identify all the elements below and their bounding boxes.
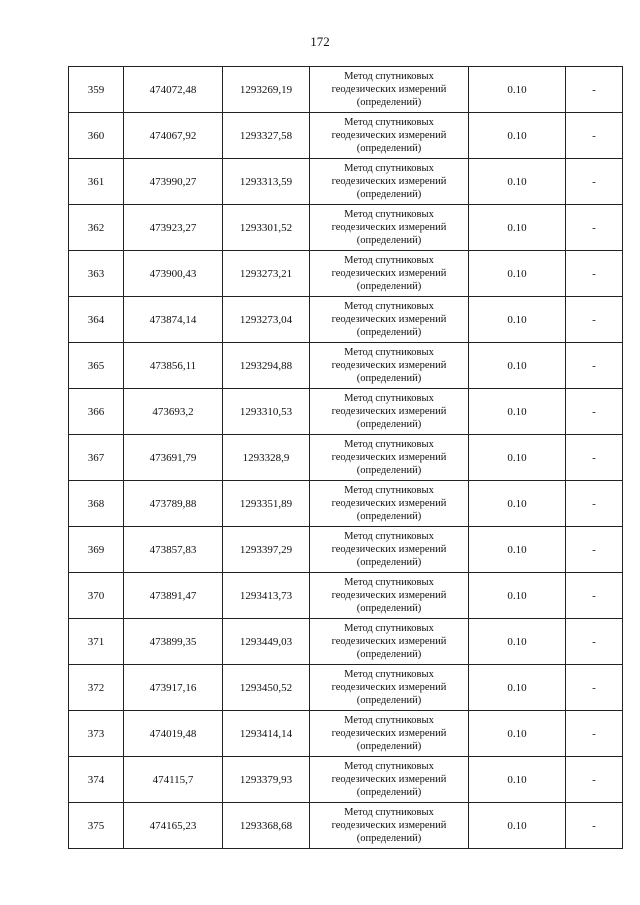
accuracy-cell: 0.10 <box>469 297 566 343</box>
accuracy-cell: 0.10 <box>469 573 566 619</box>
table-row <box>69 343 623 389</box>
x-coordinate-cell: 473857,83 <box>124 527 223 573</box>
method-text-line: геодезических измерений <box>331 314 447 325</box>
method-text-line: Метод спутниковых <box>344 439 434 450</box>
accuracy-cell: 0.10 <box>469 711 566 757</box>
method-text-line: геодезических измерений <box>331 452 447 463</box>
accuracy-cell: 0.10 <box>469 251 566 297</box>
y-coordinate-cell: 1293269,19 <box>223 67 310 113</box>
note-cell: - <box>566 665 623 711</box>
point-number-cell: 371 <box>69 619 124 665</box>
note-cell: - <box>566 205 623 251</box>
method-cell <box>310 67 469 113</box>
y-coordinate-cell: 1293328,9 <box>223 435 310 481</box>
method-text-line: Метод спутниковых <box>344 163 434 174</box>
table-row <box>69 527 623 573</box>
x-coordinate-cell: 473856,11 <box>124 343 223 389</box>
x-coordinate-cell: 473691,79 <box>124 435 223 481</box>
table-row <box>69 297 623 343</box>
table-row <box>69 159 623 205</box>
x-coordinate-cell: 473874,14 <box>124 297 223 343</box>
method-text-line: Метод спутниковых <box>344 623 434 634</box>
y-coordinate-cell: 1293449,03 <box>223 619 310 665</box>
note-cell: - <box>566 757 623 803</box>
method-text-line: Метод спутниковых <box>344 347 434 358</box>
x-coordinate-cell: 474165,23 <box>124 803 223 849</box>
method-cell <box>310 573 469 619</box>
method-text-line: геодезических измерений <box>331 590 447 601</box>
accuracy-cell: 0.10 <box>469 481 566 527</box>
y-coordinate-cell: 1293414,14 <box>223 711 310 757</box>
x-coordinate-cell: 473923,27 <box>124 205 223 251</box>
x-coordinate-cell: 474072,48 <box>124 67 223 113</box>
x-coordinate-cell: 474019,48 <box>124 711 223 757</box>
method-text-line: (определений) <box>356 695 422 706</box>
method-text-line: Метод спутниковых <box>344 209 434 220</box>
accuracy-cell: 0.10 <box>469 389 566 435</box>
method-text-line: геодезических измерений <box>331 728 447 739</box>
y-coordinate-cell: 1293368,68 <box>223 803 310 849</box>
table-row <box>69 251 623 297</box>
point-number-cell: 362 <box>69 205 124 251</box>
note-cell: - <box>566 159 623 205</box>
method-text-line: геодезических измерений <box>331 84 447 95</box>
method-text-line: геодезических измерений <box>331 268 447 279</box>
point-number-cell: 372 <box>69 665 124 711</box>
y-coordinate-cell: 1293294,88 <box>223 343 310 389</box>
table-row <box>69 757 623 803</box>
method-text-line: (определений) <box>356 603 422 614</box>
method-cell <box>310 343 469 389</box>
accuracy-cell: 0.10 <box>469 527 566 573</box>
table-row <box>69 481 623 527</box>
point-number-cell: 360 <box>69 113 124 159</box>
point-number-cell: 375 <box>69 803 124 849</box>
note-cell: - <box>566 297 623 343</box>
method-text-line: (определений) <box>356 189 422 200</box>
method-cell <box>310 665 469 711</box>
accuracy-cell: 0.10 <box>469 803 566 849</box>
method-text-line: (определений) <box>356 741 422 752</box>
method-cell <box>310 113 469 159</box>
point-number-cell: 368 <box>69 481 124 527</box>
method-text-line: (определений) <box>356 327 422 338</box>
table-row <box>69 67 623 113</box>
method-text-line: Метод спутниковых <box>344 807 434 818</box>
note-cell: - <box>566 251 623 297</box>
method-text-line: геодезических измерений <box>331 682 447 693</box>
note-cell: - <box>566 343 623 389</box>
method-cell <box>310 757 469 803</box>
note-cell: - <box>566 619 623 665</box>
method-text-line: Метод спутниковых <box>344 393 434 404</box>
method-cell <box>310 389 469 435</box>
x-coordinate-cell: 473899,35 <box>124 619 223 665</box>
table-row <box>69 573 623 619</box>
method-text-line: Метод спутниковых <box>344 669 434 680</box>
table-row <box>69 435 623 481</box>
method-text-line: геодезических измерений <box>331 774 447 785</box>
accuracy-cell: 0.10 <box>469 619 566 665</box>
y-coordinate-cell: 1293301,52 <box>223 205 310 251</box>
note-cell: - <box>566 389 623 435</box>
method-text-line: Метод спутниковых <box>344 577 434 588</box>
note-cell: - <box>566 803 623 849</box>
method-cell <box>310 803 469 849</box>
accuracy-cell: 0.10 <box>469 343 566 389</box>
method-text-line: (определений) <box>356 511 422 522</box>
method-cell <box>310 297 469 343</box>
method-text-line: (определений) <box>356 143 422 154</box>
accuracy-cell: 0.10 <box>469 665 566 711</box>
x-coordinate-cell: 474067,92 <box>124 113 223 159</box>
method-text-line: геодезических измерений <box>331 360 447 371</box>
method-text-line: (определений) <box>356 787 422 798</box>
y-coordinate-cell: 1293273,21 <box>223 251 310 297</box>
accuracy-cell: 0.10 <box>469 113 566 159</box>
method-cell <box>310 527 469 573</box>
y-coordinate-cell: 1293310,53 <box>223 389 310 435</box>
point-number-cell: 363 <box>69 251 124 297</box>
point-number-cell: 359 <box>69 67 124 113</box>
x-coordinate-cell: 473900,43 <box>124 251 223 297</box>
table-row <box>69 619 623 665</box>
method-text-line: геодезических измерений <box>331 820 447 831</box>
method-text-line: Метод спутниковых <box>344 255 434 266</box>
y-coordinate-cell: 1293273,04 <box>223 297 310 343</box>
method-cell <box>310 711 469 757</box>
method-cell <box>310 251 469 297</box>
note-cell: - <box>566 113 623 159</box>
method-text-line: Метод спутниковых <box>344 761 434 772</box>
accuracy-cell: 0.10 <box>469 757 566 803</box>
note-cell: - <box>566 527 623 573</box>
page-number: 172 <box>310 34 330 49</box>
method-text-line: (определений) <box>356 373 422 384</box>
x-coordinate-cell: 474115,7 <box>124 757 223 803</box>
y-coordinate-cell: 1293450,52 <box>223 665 310 711</box>
method-text-line: геодезических измерений <box>331 636 447 647</box>
x-coordinate-cell: 473917,16 <box>124 665 223 711</box>
x-coordinate-cell: 473990,27 <box>124 159 223 205</box>
note-cell: - <box>566 435 623 481</box>
method-cell <box>310 159 469 205</box>
point-number-cell: 370 <box>69 573 124 619</box>
method-text-line: (определений) <box>356 833 422 844</box>
method-text-line: Метод спутниковых <box>344 531 434 542</box>
method-text-line: (определений) <box>356 419 422 430</box>
point-number-cell: 374 <box>69 757 124 803</box>
note-cell: - <box>566 711 623 757</box>
note-cell: - <box>566 573 623 619</box>
point-number-cell: 361 <box>69 159 124 205</box>
y-coordinate-cell: 1293413,73 <box>223 573 310 619</box>
method-text-line: геодезических измерений <box>331 222 447 233</box>
method-text-line: (определений) <box>356 97 422 108</box>
accuracy-cell: 0.10 <box>469 435 566 481</box>
method-text-line: Метод спутниковых <box>344 71 434 82</box>
method-text-line: геодезических измерений <box>331 130 447 141</box>
method-text-line: Метод спутниковых <box>344 301 434 312</box>
accuracy-cell: 0.10 <box>469 159 566 205</box>
y-coordinate-cell: 1293351,89 <box>223 481 310 527</box>
note-cell: - <box>566 67 623 113</box>
y-coordinate-cell: 1293379,93 <box>223 757 310 803</box>
note-cell: - <box>566 481 623 527</box>
table-row <box>69 803 623 849</box>
x-coordinate-cell: 473693,2 <box>124 389 223 435</box>
method-text-line: Метод спутниковых <box>344 715 434 726</box>
method-text-line: (определений) <box>356 235 422 246</box>
point-number-cell: 367 <box>69 435 124 481</box>
method-text-line: геодезических измерений <box>331 544 447 555</box>
point-number-cell: 366 <box>69 389 124 435</box>
table-row <box>69 711 623 757</box>
y-coordinate-cell: 1293313,59 <box>223 159 310 205</box>
table-row <box>69 205 623 251</box>
point-number-cell: 373 <box>69 711 124 757</box>
method-text-line: Метод спутниковых <box>344 117 434 128</box>
x-coordinate-cell: 473789,88 <box>124 481 223 527</box>
x-coordinate-cell: 473891,47 <box>124 573 223 619</box>
accuracy-cell: 0.10 <box>469 205 566 251</box>
method-text-line: (определений) <box>356 557 422 568</box>
method-cell <box>310 435 469 481</box>
table-row <box>69 665 623 711</box>
y-coordinate-cell: 1293327,58 <box>223 113 310 159</box>
point-number-cell: 364 <box>69 297 124 343</box>
method-cell <box>310 481 469 527</box>
method-text-line: (определений) <box>356 281 422 292</box>
accuracy-cell: 0.10 <box>469 67 566 113</box>
method-cell <box>310 619 469 665</box>
method-text-line: геодезических измерений <box>331 406 447 417</box>
method-text-line: геодезических измерений <box>331 176 447 187</box>
table-row <box>69 113 623 159</box>
table-body <box>69 67 623 849</box>
point-number-cell: 369 <box>69 527 124 573</box>
method-text-line: Метод спутниковых <box>344 485 434 496</box>
y-coordinate-cell: 1293397,29 <box>223 527 310 573</box>
method-text-line: геодезических измерений <box>331 498 447 509</box>
point-number-cell: 365 <box>69 343 124 389</box>
coordinates-table <box>68 66 623 849</box>
table-row <box>69 389 623 435</box>
method-text-line: (определений) <box>356 649 422 660</box>
method-cell <box>310 205 469 251</box>
method-text-line: (определений) <box>356 465 422 476</box>
